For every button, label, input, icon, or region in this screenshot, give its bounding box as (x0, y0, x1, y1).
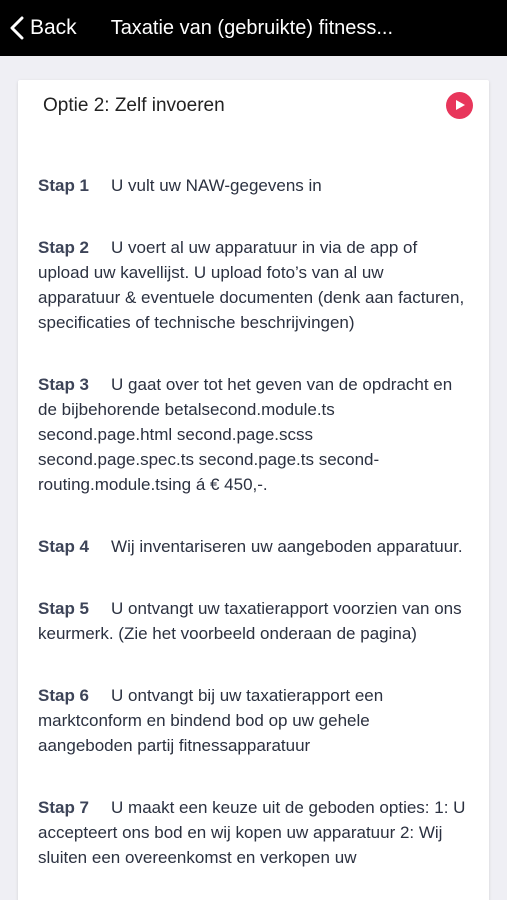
step-text: U ontvangt bij uw taxatierapport een marktconform en bindend bod op uw gehele aangeboden partij fitnessapparatuur (38, 686, 384, 755)
step-4 (38, 534, 468, 559)
steps-list (38, 173, 468, 870)
chevron-left-icon (10, 16, 24, 40)
step-label: Stap 2 (38, 238, 90, 257)
step-text: U ontvangt uw taxatierapport voorzien van ons keurmerk. (Zie het voorbeeld onderaan de pagina) (38, 599, 462, 643)
step-text: U maakt een keuze uit de geboden opties: 1: U accepteert ons bod en wij kopen uw apparatuur 2: Wij sluiten een overeenkomst en verkopen uw (38, 798, 466, 867)
step-6 (38, 683, 468, 758)
step-2 (38, 235, 468, 335)
nav-bar (0, 0, 507, 56)
step-7 (38, 795, 468, 870)
content-scroll[interactable] (0, 56, 507, 900)
page-title: Taxatie van (gebruikte) fitness... (110, 16, 394, 39)
back-button[interactable] (10, 0, 77, 56)
step-label: Stap 3 (38, 375, 90, 394)
play-button[interactable] (446, 92, 473, 119)
step-label: Stap 4 (38, 537, 90, 556)
step-label: Stap 7 (38, 798, 90, 817)
step-label: Stap 1 (38, 176, 90, 195)
back-label: Back (30, 16, 77, 39)
step-label: Stap 5 (38, 599, 90, 618)
step-3 (38, 372, 468, 497)
play-icon (456, 100, 465, 110)
step-1 (38, 173, 468, 198)
card-header (18, 80, 489, 132)
step-label: Stap 6 (38, 686, 90, 705)
step-text: U vult uw NAW-gegevens in (111, 176, 322, 195)
step-text: U gaat over tot het geven van de opdracht en de bijbehorende betalsecond.module.ts second.page.html second.page.scss second.page.spec.ts second.page.ts second-routing.module.tsing á € 450,-. (38, 375, 453, 494)
card-title: Optie 2: Zelf invoeren (43, 95, 225, 116)
step-5 (38, 596, 468, 646)
step-text: Wij inventariseren uw aangeboden apparatuur. (111, 537, 463, 556)
step-text: U voert al uw apparatuur in via de app of upload uw kavellijst. U upload foto’s van al uw apparatuur & eventuele documenten (denk aan facturen, specificaties of technische beschrijvingen) (38, 238, 465, 332)
option-card (18, 80, 489, 900)
